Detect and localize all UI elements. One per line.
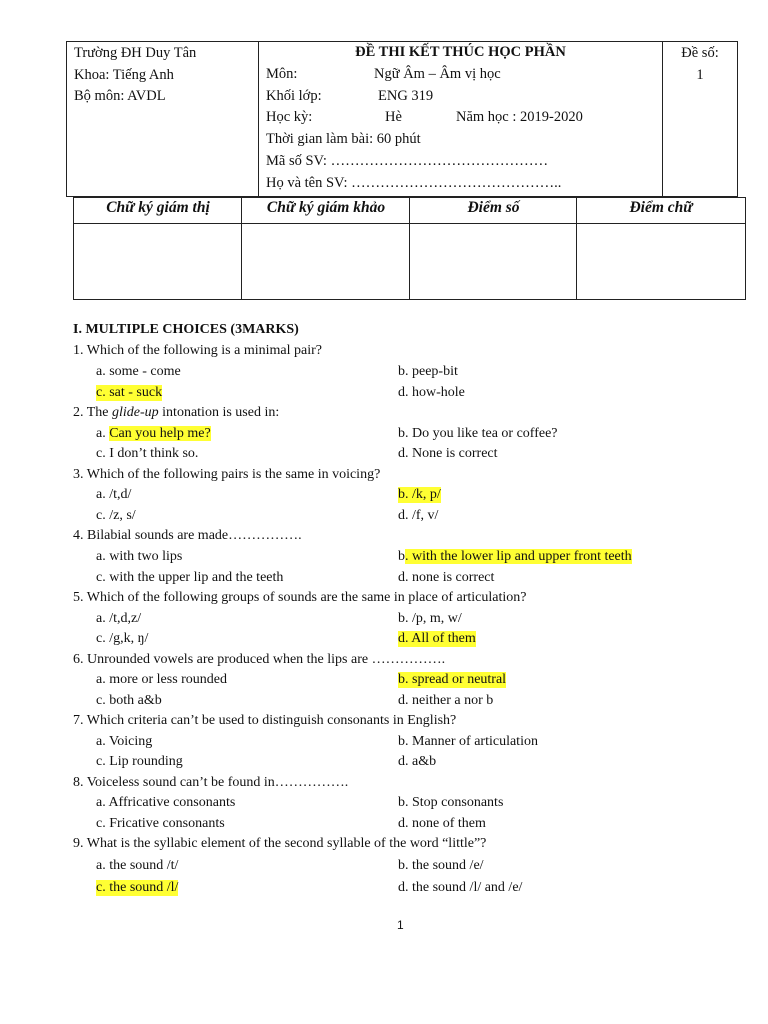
q1-option-d: d. how-hole [398,385,465,400]
header-score-number: Điểm số [467,199,520,216]
q2-text-em: glide-up [112,405,159,420]
q7-option-a: a. Voicing [96,734,153,749]
q9-option-a: a. the sound /t/ [96,858,179,873]
question-1: 1. Which of the following is a minimal pair? [73,343,322,358]
q5-option-d: d. All of them [398,631,476,646]
q2-text-pre: 2. The [73,405,113,420]
student-name-field: Họ và tên SV: …………………………………….. [266,175,562,191]
q9-option-d: d. the sound /l/ and /e/ [398,880,523,895]
q3-option-c: c. /z, s/ [96,508,136,523]
subject-value: Ngữ Âm – Âm vị học [374,66,501,82]
q4-option-b-prefix: b [398,549,405,564]
q8-option-a: a. Affricative consonants [96,795,236,810]
page-number: 1 [397,918,404,932]
q2-option-b: b. Do you like tea or coffee? [398,426,558,441]
question-2 [73,405,279,421]
section-title: I. MULTIPLE CHOICES (3MARKS) [73,322,299,337]
q6-option-b: b. spread or neutral [398,672,507,687]
exam-code-value: 1 [696,66,704,83]
term-label: Học kỳ: [266,109,313,125]
q2-option-c: c. I don’t think so. [96,446,199,461]
q7-option-d: d. a&b [398,754,437,769]
student-id-field: Mã số SV: ……………………………………… [266,153,549,169]
exam-header-table [66,41,738,197]
q5-option-b: b. /p, m, w/ [398,611,462,626]
q3-option-d: d. /f, v/ [398,508,439,523]
q1-option-b: b. peep-bit [398,364,458,379]
question-3: 3. Which of the following pairs is the same in voicing? [73,467,381,482]
exam-code [663,42,737,197]
q4-option-b-highlight: . with the lower lip and upper front teeth [405,549,632,564]
class-label: Khối lớp: [266,88,322,104]
q7-option-c: c. Lip rounding [96,754,183,769]
signature-table [73,197,746,300]
q2-option-a-highlight: Can you help me? [109,426,211,441]
q6-option-c: c. both a&b [96,693,162,708]
class-value: ENG 319 [378,88,434,104]
q6-option-d: d. neither a nor b [398,693,494,708]
header-examiner-signature: Chữ ký giám khảo [266,199,386,216]
table-divider [74,223,745,224]
q4-option-c: c. with the upper lip and the teeth [96,570,284,585]
q2-option-a [96,426,211,442]
exam-code-label: Đề số: [681,45,719,61]
q5-option-a: a. /t,d,z/ [96,611,142,626]
subject-row [266,66,297,86]
question-8: 8. Voiceless sound can’t be found in……………. [73,775,349,790]
q4-option-b [398,549,632,565]
q3-option-b: b. /k, p/ [398,487,441,502]
header-proctor-signature: Chữ ký giám thị [106,199,210,216]
q2-text-post: intonation is used in: [158,405,280,420]
q6-option-a: a. more or less rounded [96,672,228,687]
exam-info [259,42,663,196]
subject-label: Môn: [266,66,298,82]
q4-option-a: a. with two lips [96,549,183,564]
q8-option-d: d. none of them [398,816,486,831]
exam-title: ĐỀ THI KẾT THÚC HỌC PHẦN [355,44,566,60]
department: Bộ môn: AVDL [74,88,166,104]
school-info [67,42,259,196]
q2-option-a-prefix: a. [96,426,110,441]
q2-option-d: d. None is correct [398,446,498,461]
question-5: 5. Which of the following groups of sounds are the same in place of articulation? [73,590,527,605]
question-9: 9. What is the syllabic element of the second syllable of the word “little”? [73,836,487,851]
q8-option-c: c. Fricative consonants [96,816,225,831]
school-name: Trường ĐH Duy Tân [74,45,197,61]
school-year: Năm học : 2019-2020 [456,109,583,125]
q8-option-b: b. Stop consonants [398,795,504,810]
question-6: 6. Unrounded vowels are produced when the lips are ……………. [73,652,446,667]
faculty: Khoa: Tiếng Anh [74,66,174,83]
q9-option-c: c. the sound /l/ [96,880,179,895]
term-value: Hè [385,109,402,125]
question-7: 7. Which criteria can’t be used to distinguish consonants in English? [73,713,457,728]
q5-option-c: c. /g,k, ŋ/ [96,631,149,646]
question-4: 4. Bilabial sounds are made……………. [73,528,302,543]
q7-option-b: b. Manner of articulation [398,734,538,749]
q1-option-c: c. sat - suck [96,385,163,400]
q9-option-b: b. the sound /e/ [398,858,484,873]
q1-option-a: a. some - come [96,364,181,379]
duration: Thời gian làm bài: 60 phút [266,131,421,147]
q3-option-a: a. /t,d/ [96,487,132,502]
q4-option-d: d. none is correct [398,570,495,585]
header-score-words: Điểm chữ [629,199,693,216]
